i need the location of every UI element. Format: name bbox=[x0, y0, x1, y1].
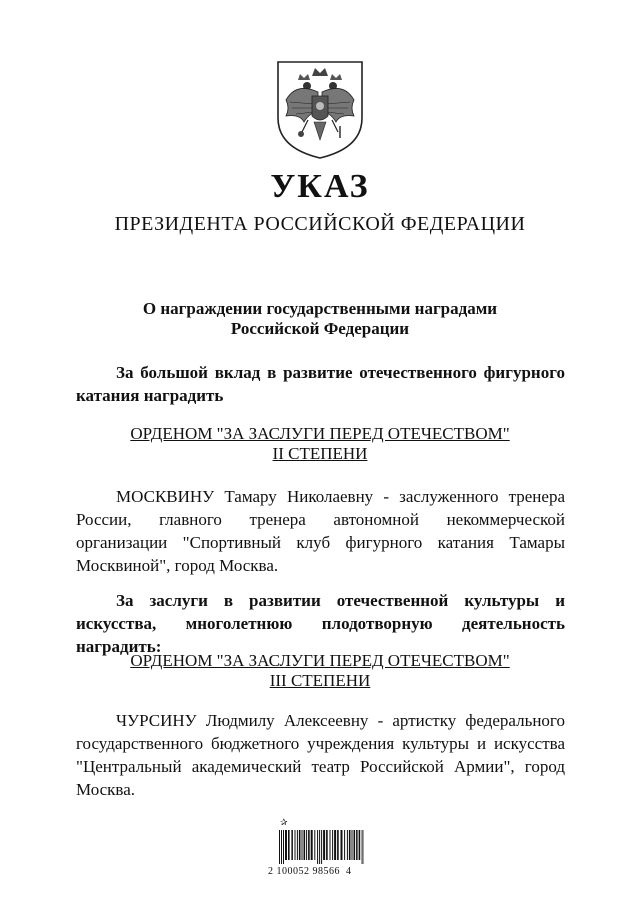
coat-of-arms-icon bbox=[274, 56, 366, 162]
barcode-bar bbox=[299, 830, 301, 860]
subject-line-2: Российской Федерации bbox=[230, 319, 410, 338]
barcode-bar bbox=[352, 830, 353, 860]
barcode-bar bbox=[356, 830, 358, 860]
barcode-bar bbox=[302, 830, 303, 860]
barcode-bar bbox=[337, 830, 339, 860]
barcode-bar bbox=[288, 830, 290, 860]
barcode-bar bbox=[314, 830, 315, 860]
barcode-bar bbox=[354, 830, 356, 860]
barcode-bar bbox=[341, 830, 343, 860]
barcode-bar bbox=[295, 830, 296, 860]
barcode-bar bbox=[334, 830, 336, 860]
barcode-bar bbox=[319, 830, 320, 864]
section-1-order-degree: II СТЕПЕНИ bbox=[272, 444, 368, 463]
section-2-order-name: ОРДЕНОМ "ЗА ЗАСЛУГИ ПЕРЕД ОТЕЧЕСТВОМ" bbox=[130, 651, 510, 670]
barcode-bar bbox=[347, 830, 348, 860]
barcode-bar bbox=[281, 830, 282, 864]
barcode-bar bbox=[344, 830, 345, 860]
section-1-recipient: МОСКВИНУ Тамару Николаевну - заслуженного тренера России, главного тренера автономной некоммерческой организации "Спортивный клуб фигурного катания Тамары Москвиной", город Москва. bbox=[76, 487, 565, 575]
decree-subject bbox=[60, 299, 580, 339]
barcode-bar bbox=[283, 830, 284, 864]
subject-line-1: О награждении государственными наградами bbox=[142, 299, 498, 318]
barcode-bar bbox=[326, 830, 328, 860]
section-2-recipient: ЧУРСИНУ Людмилу Алексеевну - артистку федерального государственного бюджетного учреждения культуры и искусства "Центральный академический театр Российской Армии", город Москва. bbox=[76, 711, 565, 799]
barcode-bar bbox=[297, 830, 298, 860]
barcode-bar bbox=[330, 830, 331, 860]
section-2-order-degree: III СТЕПЕНИ bbox=[269, 671, 371, 690]
barcode-bar bbox=[291, 830, 293, 860]
barcode-bar bbox=[321, 830, 322, 864]
barcode-bar bbox=[323, 830, 325, 860]
barcode-bar bbox=[285, 830, 287, 860]
section-1-intro: За большой вклад в развитие отечественного фигурного катания наградить bbox=[76, 363, 565, 405]
barcode-bar bbox=[359, 830, 361, 860]
section-1-order bbox=[60, 424, 580, 464]
section-2-order bbox=[60, 651, 580, 691]
decree-subtitle: ПРЕЗИДЕНТА РОССИЙСКОЙ ФЕДЕРАЦИИ bbox=[114, 213, 526, 235]
section-1-order-name: ОРДЕНОМ "ЗА ЗАСЛУГИ ПЕРЕД ОТЕЧЕСТВОМ" bbox=[130, 424, 510, 443]
barcode-bar bbox=[279, 830, 280, 864]
barcode-bar bbox=[362, 830, 363, 864]
barcode-bar bbox=[349, 830, 351, 860]
barcode bbox=[268, 818, 374, 878]
barcode-number: 2 100052 98566 4 bbox=[268, 866, 352, 877]
decree-title: УКАЗ bbox=[270, 168, 370, 205]
barcode-bar bbox=[306, 830, 307, 860]
section-2-intro: За заслуги в развитии отечественной культуры и искусства, многолетнюю плодотворную деятельность наградить: bbox=[76, 591, 565, 656]
barcode-bar bbox=[311, 830, 313, 860]
barcode-bar bbox=[304, 830, 306, 860]
barcode-bar bbox=[308, 830, 310, 860]
barcode-bar bbox=[332, 830, 333, 860]
barcode-mark: ✰ bbox=[280, 818, 288, 828]
barcode-bars bbox=[278, 830, 364, 864]
barcode-bar bbox=[317, 830, 318, 864]
